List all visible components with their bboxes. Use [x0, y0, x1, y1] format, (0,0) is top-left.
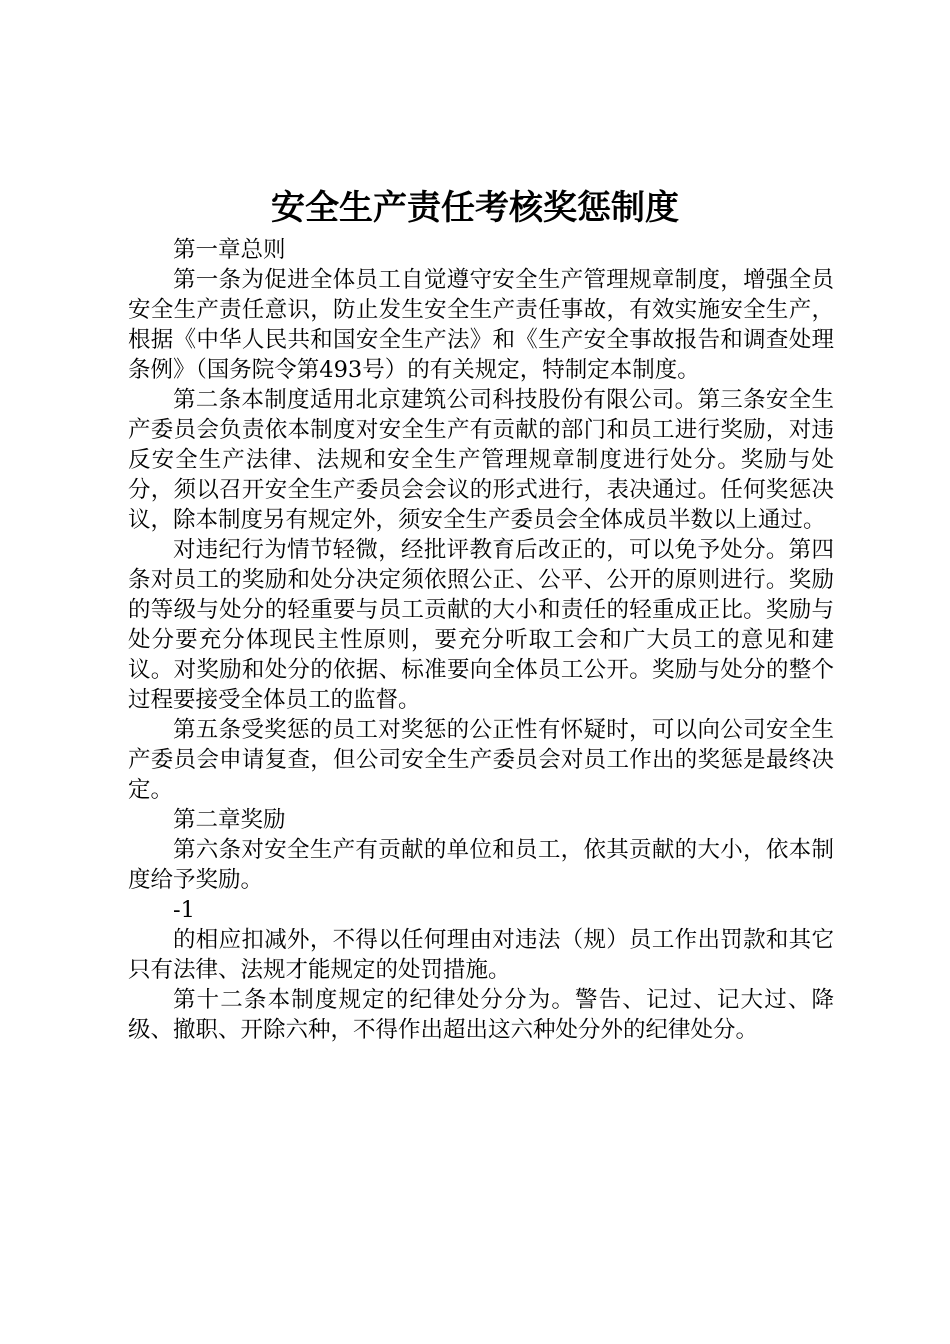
paragraph: 第一条为促进全体员工自觉遵守安全生产管理规章制度，增强全员安全生产责任意识，防止发生安全生产责任事故，有效实施安全生产，根据《中华人民共和国安全生产法》和《生产安全事故报告和调查处理条例》（国务院令第493号）的有关规定，特制定本制度。 [128, 267, 834, 383]
chapter-heading: 第二章奖励 [173, 807, 286, 833]
paragraph: 第十二条本制度规定的纪律处分分为。警告、记过、记大过、降级、撤职、开除六种，不得作出超出这六种处分外的纪律处分。 [128, 987, 834, 1043]
chapter-heading: 第一章总则 [173, 237, 286, 263]
paragraph: 第六条对安全生产有贡献的单位和员工，依其贡献的大小，依本制度给予奖励。 [128, 837, 834, 893]
document-body [128, 235, 834, 1045]
document-title: 安全生产责任考核奖惩制度 [271, 188, 679, 228]
page-number: -1 [173, 897, 195, 923]
paragraph: 第五条受奖惩的员工对奖惩的公正性有怀疑时，可以向公司安全生产委员会申请复查，但公司安全生产委员会对员工作出的奖惩是最终决定。 [128, 717, 834, 803]
paragraph: 第二条本制度适用北京建筑公司科技股份有限公司。第三条安全生产委员会负责依本制度对安全生产有贡献的部门和员工进行奖励，对违反安全生产法律、法规和安全生产管理规章制度进行处分。奖励与处分，须以召开安全生产委员会会议的形式进行，表决通过。任何奖惩决议，除本制度另有规定外，须安全生产委员会全体成员半数以上通过。 [128, 387, 834, 533]
paragraph: 对违纪行为情节轻微，经批评教育后改正的，可以免予处分。第四条对员工的奖励和处分决定须依照公正、公平、公开的原则进行。奖励的等级与处分的轻重要与员工贡献的大小和责任的轻重成正比。奖励与处分要充分体现民主性原则，要充分听取工会和广大员工的意见和建议。对奖励和处分的依据、标准要向全体员工公开。奖励与处分的整个过程要接受全体员工的监督。 [128, 537, 834, 713]
paragraph: 的相应扣减外，不得以任何理由对违法（规）员工作出罚款和其它只有法律、法规才能规定的处罚措施。 [128, 927, 834, 983]
